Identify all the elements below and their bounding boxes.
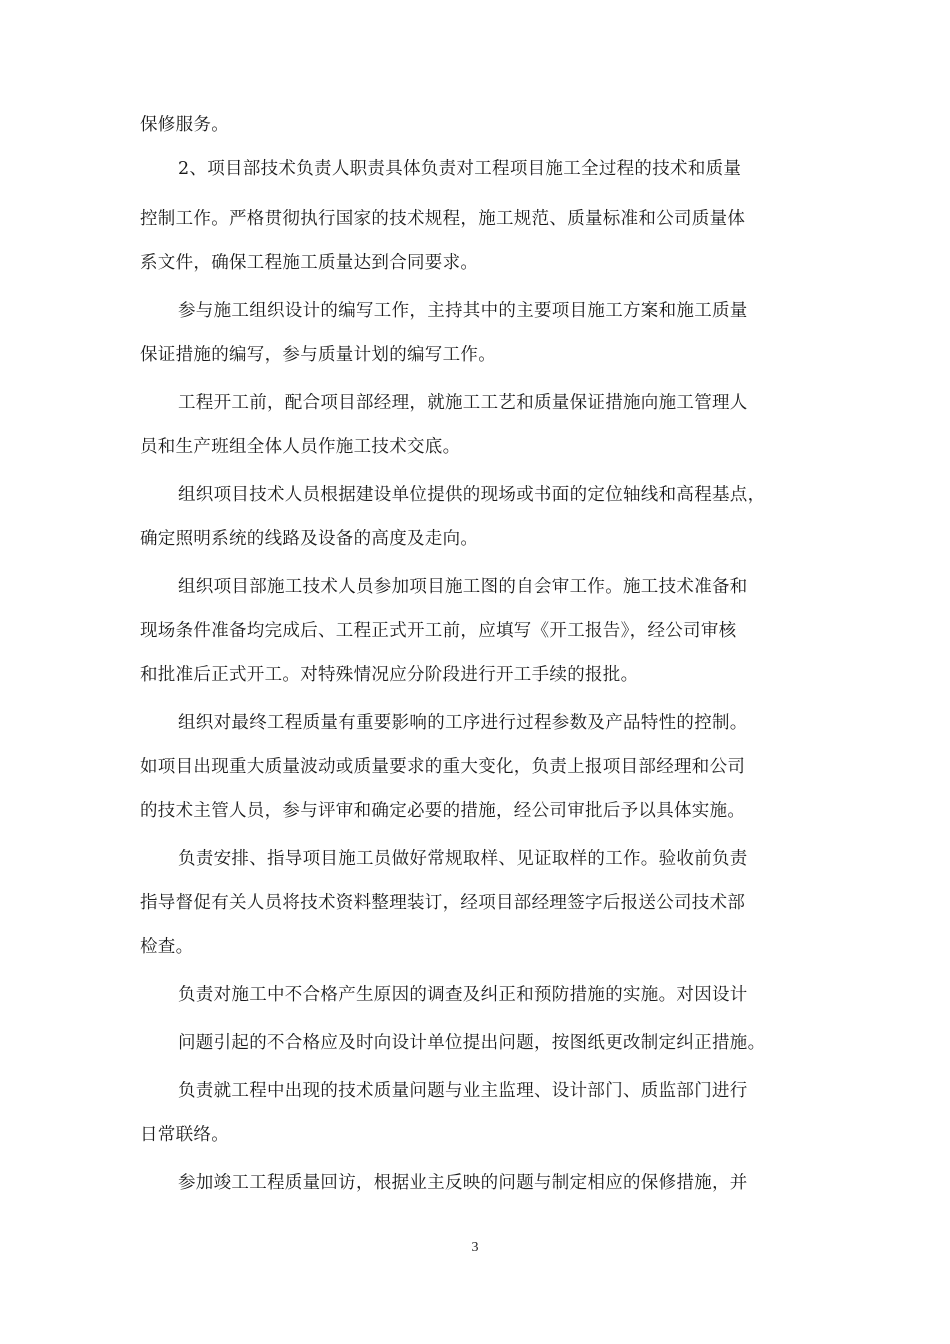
text-line: 确定照明系统的线路及设备的高度及走向。 <box>140 529 479 549</box>
text-line: 负责安排、指导项目施工员做好常规取样、见证取样的工作。验收前负责 <box>178 849 748 869</box>
text-line: 的技术主管人员，参与评审和确定必要的措施，经公司审批后予以具体实施。 <box>140 801 746 821</box>
text-line: 如项目出现重大质量波动或质量要求的重大变化，负责上报项目部经理和公司 <box>140 757 746 777</box>
text-line: 保修服务。 <box>140 115 229 135</box>
text-line: 员和生产班组全体人员作施工技术交底。 <box>140 437 461 457</box>
page-number: 3 <box>471 1240 479 1255</box>
text-line: 2、项目部技术负责人职责具体负责对工程项目施工全过程的技术和质量 <box>178 159 742 179</box>
text-line: 组织对最终工程质量有重要影响的工序进行过程参数及产品特性的控制。 <box>178 713 748 733</box>
text-line: 保证措施的编写，参与质量计划的编写工作。 <box>140 345 496 365</box>
text-line: 日常联络。 <box>140 1125 229 1145</box>
text-line: 控制工作。严格贯彻执行国家的技术规程，施工规范、质量标准和公司质量体 <box>140 209 746 229</box>
text-line: 组织项目部施工技术人员参加项目施工图的自会审工作。施工技术准备和 <box>178 577 748 597</box>
text-line: 检查。 <box>140 937 194 957</box>
text-line: 工程开工前，配合项目部经理，就施工工艺和质量保证措施向施工管理人 <box>178 393 748 413</box>
text-line: 系文件，确保工程施工质量达到合同要求。 <box>140 253 479 273</box>
text-line: 参与施工组织设计的编写工作，主持其中的主要项目施工方案和施工质量 <box>178 301 748 321</box>
text-line: 现场条件准备均完成后、工程正式开工前，应填写《开工报告》，经公司审核 <box>140 621 737 641</box>
text-line: 指导督促有关人员将技术资料整理装订，经项目部经理签字后报送公司技术部 <box>140 893 746 913</box>
text-line: 问题引起的不合格应及时向设计单位提出问题，按图纸更改制定纠正措施。 <box>178 1033 766 1053</box>
text-line: 和批准后正式开工。对特殊情况应分阶段进行开工手续的报批。 <box>140 665 639 685</box>
text-line: 组织项目技术人员根据建设单位提供的现场或书面的定位轴线和高程基点， <box>178 485 766 505</box>
text-line: 负责对施工中不合格产生原因的调查及纠正和预防措施的实施。对因设计 <box>178 985 748 1005</box>
text-line: 参加竣工工程质量回访，根据业主反映的问题与制定相应的保修措施，并 <box>178 1173 748 1193</box>
text-line: 负责就工程中出现的技术质量问题与业主监理、设计部门、质监部门进行 <box>178 1081 748 1101</box>
